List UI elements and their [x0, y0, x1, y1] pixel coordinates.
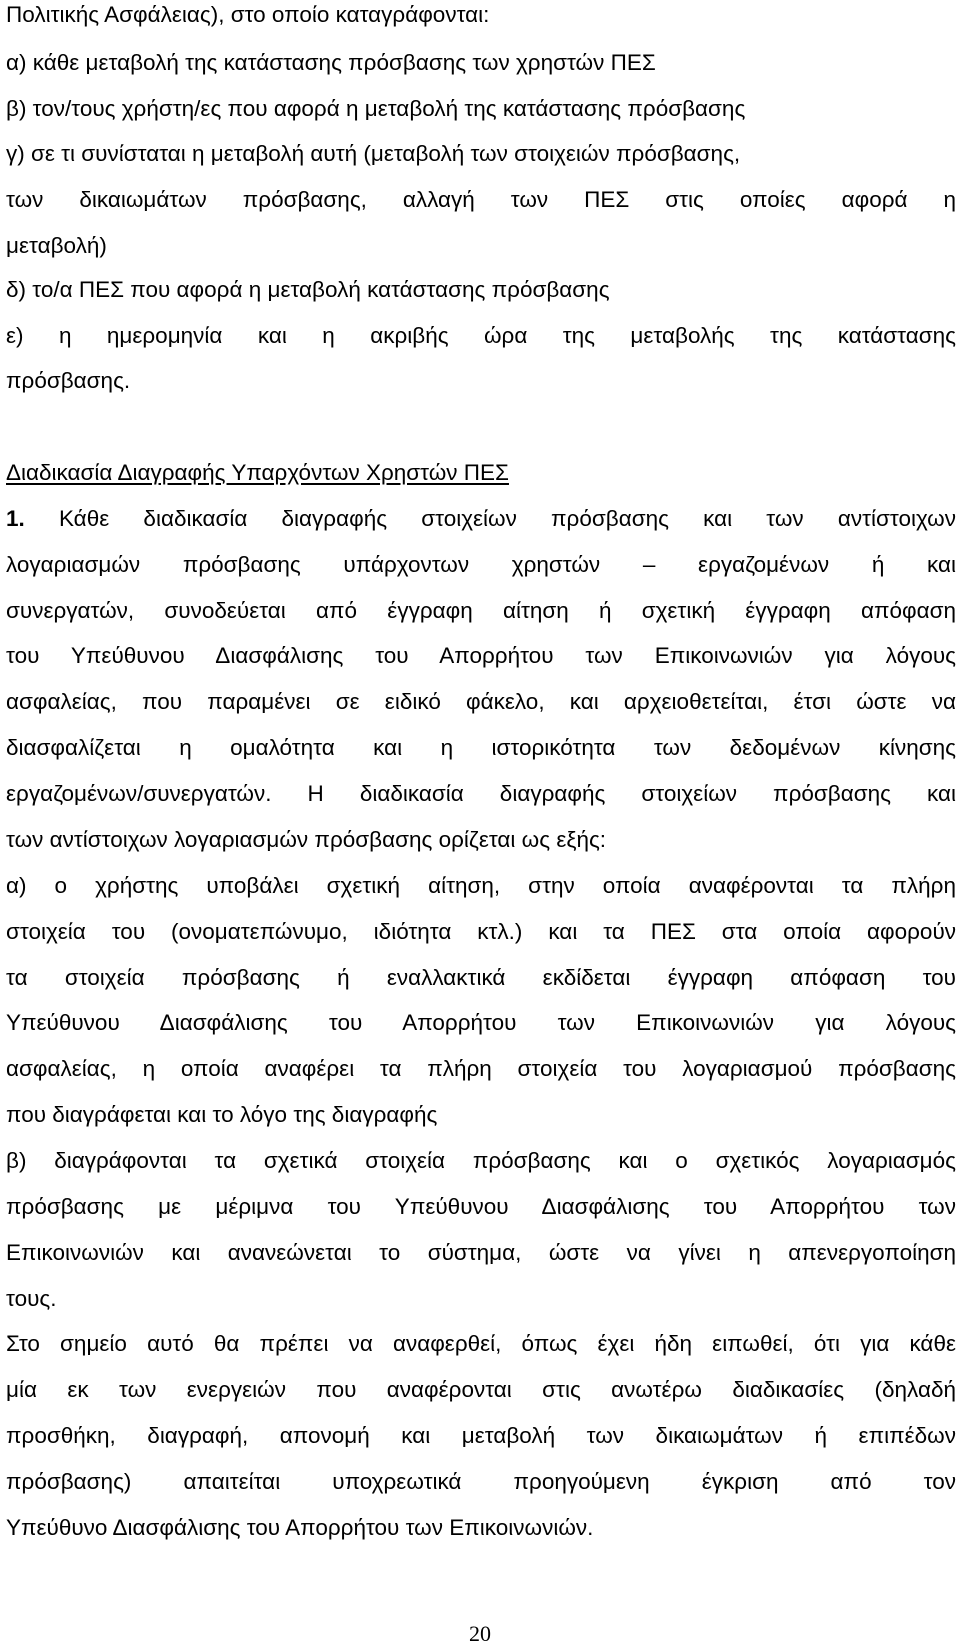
text-line: Κάθε διαδικασία διαγραφής στοιχείων πρόσβασης και των αντίστοιχων	[58, 506, 956, 531]
text-line: του Υπεύθυνου Διασφάλισης του Απορρήτου των Επικοινωνιών για λόγους	[6, 643, 956, 668]
text-line: που διαγράφεται και το λόγο της διαγραφής	[6, 1102, 438, 1127]
text-line: μία εκ των ενεργειών που αναφέρονται στις ανωτέρω διαδικασίες (δηλαδή	[6, 1377, 956, 1402]
text-line: πρόσβασης) απαιτείται υποχρεωτικά προηγούμενη έγκριση από τον	[6, 1469, 956, 1494]
text-line: γ) σε τι συνίσταται η μεταβολή αυτή (μεταβολή των στοιχειών πρόσβασης,	[6, 141, 741, 166]
text-line: πρόσβασης.	[6, 368, 131, 393]
text-line: των δικαιωμάτων πρόσβασης, αλλαγή των ΠΕΣ στις οποίες αφορά η	[6, 187, 956, 212]
text-line: των αντίστοιχων λογαριασμών πρόσβασης ορίζεται ως εξής:	[6, 827, 607, 852]
text-line: Στο σημείο αυτό θα πρέπει να αναφερθεί, όπως έχει ήδη ειπωθεί, ότι για κάθε	[6, 1331, 956, 1356]
text-line: διασφαλίζεται η ομαλότητα και η ιστορικότητα των δεδομένων κίνησης	[6, 735, 956, 760]
text-line: Πολιτικής Ασφάλειας), στο οποίο καταγράφονται:	[6, 2, 490, 27]
text-line: τα στοιχεία πρόσβασης ή εναλλακτικά εκδίδεται έγγραφη απόφαση του	[6, 965, 956, 990]
text-line: εργαζομένων/συνεργατών. Η διαδικασία διαγραφής στοιχείων πρόσβασης και	[6, 781, 956, 806]
text-line: ασφαλείας, που παραμένει σε ειδικό φάκελο, και αρχειοθετείται, έτσι ώστε να	[6, 689, 956, 714]
item-number: 1.	[6, 506, 25, 531]
text-line: β) διαγράφονται τα σχετικά στοιχεία πρόσβασης και ο σχετικός λογαριασμός	[6, 1148, 956, 1173]
text-line: Υπεύθυνο Διασφάλισης του Απορρήτου των Επικοινωνιών.	[6, 1515, 594, 1540]
text-line: προσθήκη, διαγραφή, απονομή και μεταβολή των δικαιωμάτων ή επιπέδων	[6, 1423, 956, 1448]
text-line: δ) το/α ΠΕΣ που αφορά η μεταβολή κατάστασης πρόσβασης	[6, 277, 610, 302]
text-line: τους.	[6, 1286, 57, 1311]
text-line: λογαριασμών πρόσβασης υπάρχοντων χρηστών – εργαζομένων ή και	[6, 552, 956, 577]
text-line: ασφαλείας, η οποία αναφέρει τα πλήρη στοιχεία του λογαριασμού πρόσβασης	[6, 1056, 956, 1081]
text-line: συνεργατών, συνοδεύεται από έγγραφη αίτηση ή σχετική έγγραφη απόφαση	[6, 598, 956, 623]
text-line: στοιχεία του (ονοματεπώνυμο, ιδιότητα κτλ.) και τα ΠΕΣ στα οποία αφορούν	[6, 919, 956, 944]
text-line: Υπεύθυνου Διασφάλισης του Απορρήτου των Επικοινωνιών για λόγους	[6, 1010, 956, 1035]
text-line: α) κάθε μεταβολή της κατάστασης πρόσβασης των χρηστών ΠΕΣ	[6, 50, 656, 75]
text-line: Επικοινωνιών και ανανεώνεται το σύστημα, ώστε να γίνει η απενεργοποίηση	[6, 1240, 956, 1265]
text-line: α) ο χρήστης υποβάλει σχετική αίτηση, στην οποία αναφέρονται τα πλήρη	[6, 873, 956, 898]
text-line: μεταβολή)	[6, 233, 107, 258]
page-number: 20	[469, 1621, 491, 1646]
text-line: ε) η ημερομηνία και η ακριβής ώρα της μεταβολής της κατάστασης	[6, 323, 956, 348]
section-heading: Διαδικασία Διαγραφής Υπαρχόντων Χρηστών ΠΕΣ	[6, 460, 509, 485]
text-line: πρόσβασης με μέριμνα του Υπεύθυνου Διασφάλισης του Απορρήτου των	[6, 1194, 956, 1219]
text-line: β) τον/τους χρήστη/ες που αφορά η μεταβολή της κατάστασης πρόσβασης	[6, 96, 746, 121]
numbered-first-line	[6, 504, 956, 534]
